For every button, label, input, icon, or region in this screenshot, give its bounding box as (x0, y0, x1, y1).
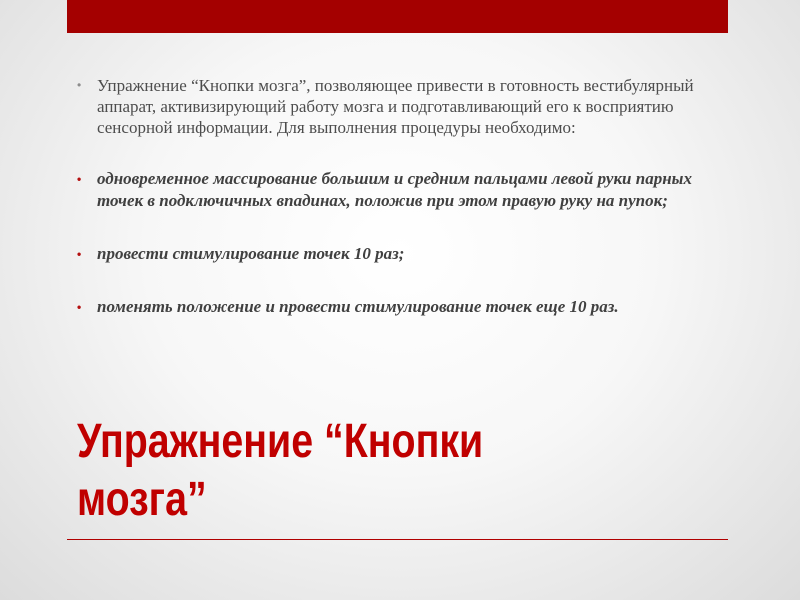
list-item-step-1 (77, 168, 717, 212)
bullet-marker: • (77, 247, 82, 261)
slide-title (77, 413, 602, 529)
list-item-step-3 (77, 296, 717, 318)
list-item-step-2 (77, 243, 717, 265)
bullet-marker: • (77, 78, 82, 92)
slide-title-line-2: мозга” (77, 473, 207, 526)
bullet-marker: • (77, 172, 82, 186)
slide-body (77, 75, 717, 318)
slide-title-line-1: Упражнение “Кнопки (77, 415, 484, 468)
header-accent-bar (67, 0, 728, 33)
bullet-text: провести стимулирование точек 10 раз; (97, 244, 405, 263)
bullet-text: поменять положение и провести стимулирование точек еще 10 раз. (97, 297, 619, 316)
list-item-intro (77, 75, 717, 138)
bullet-text: одновременное массирование большим и средним пальцами левой руки парных точек в подключичных впадинах, положив при этом правую руку на пупок; (97, 169, 692, 210)
bullet-text: Упражнение “Кнопки мозга”, позволяющее привести в готовность вестибулярный аппарат, активизирующий работу мозга и подготавливающий его к восприятию сенсорной информации. Для выполнения процедуры необходимо: (97, 76, 694, 137)
bullet-marker: • (77, 300, 82, 314)
title-underline (67, 539, 728, 540)
